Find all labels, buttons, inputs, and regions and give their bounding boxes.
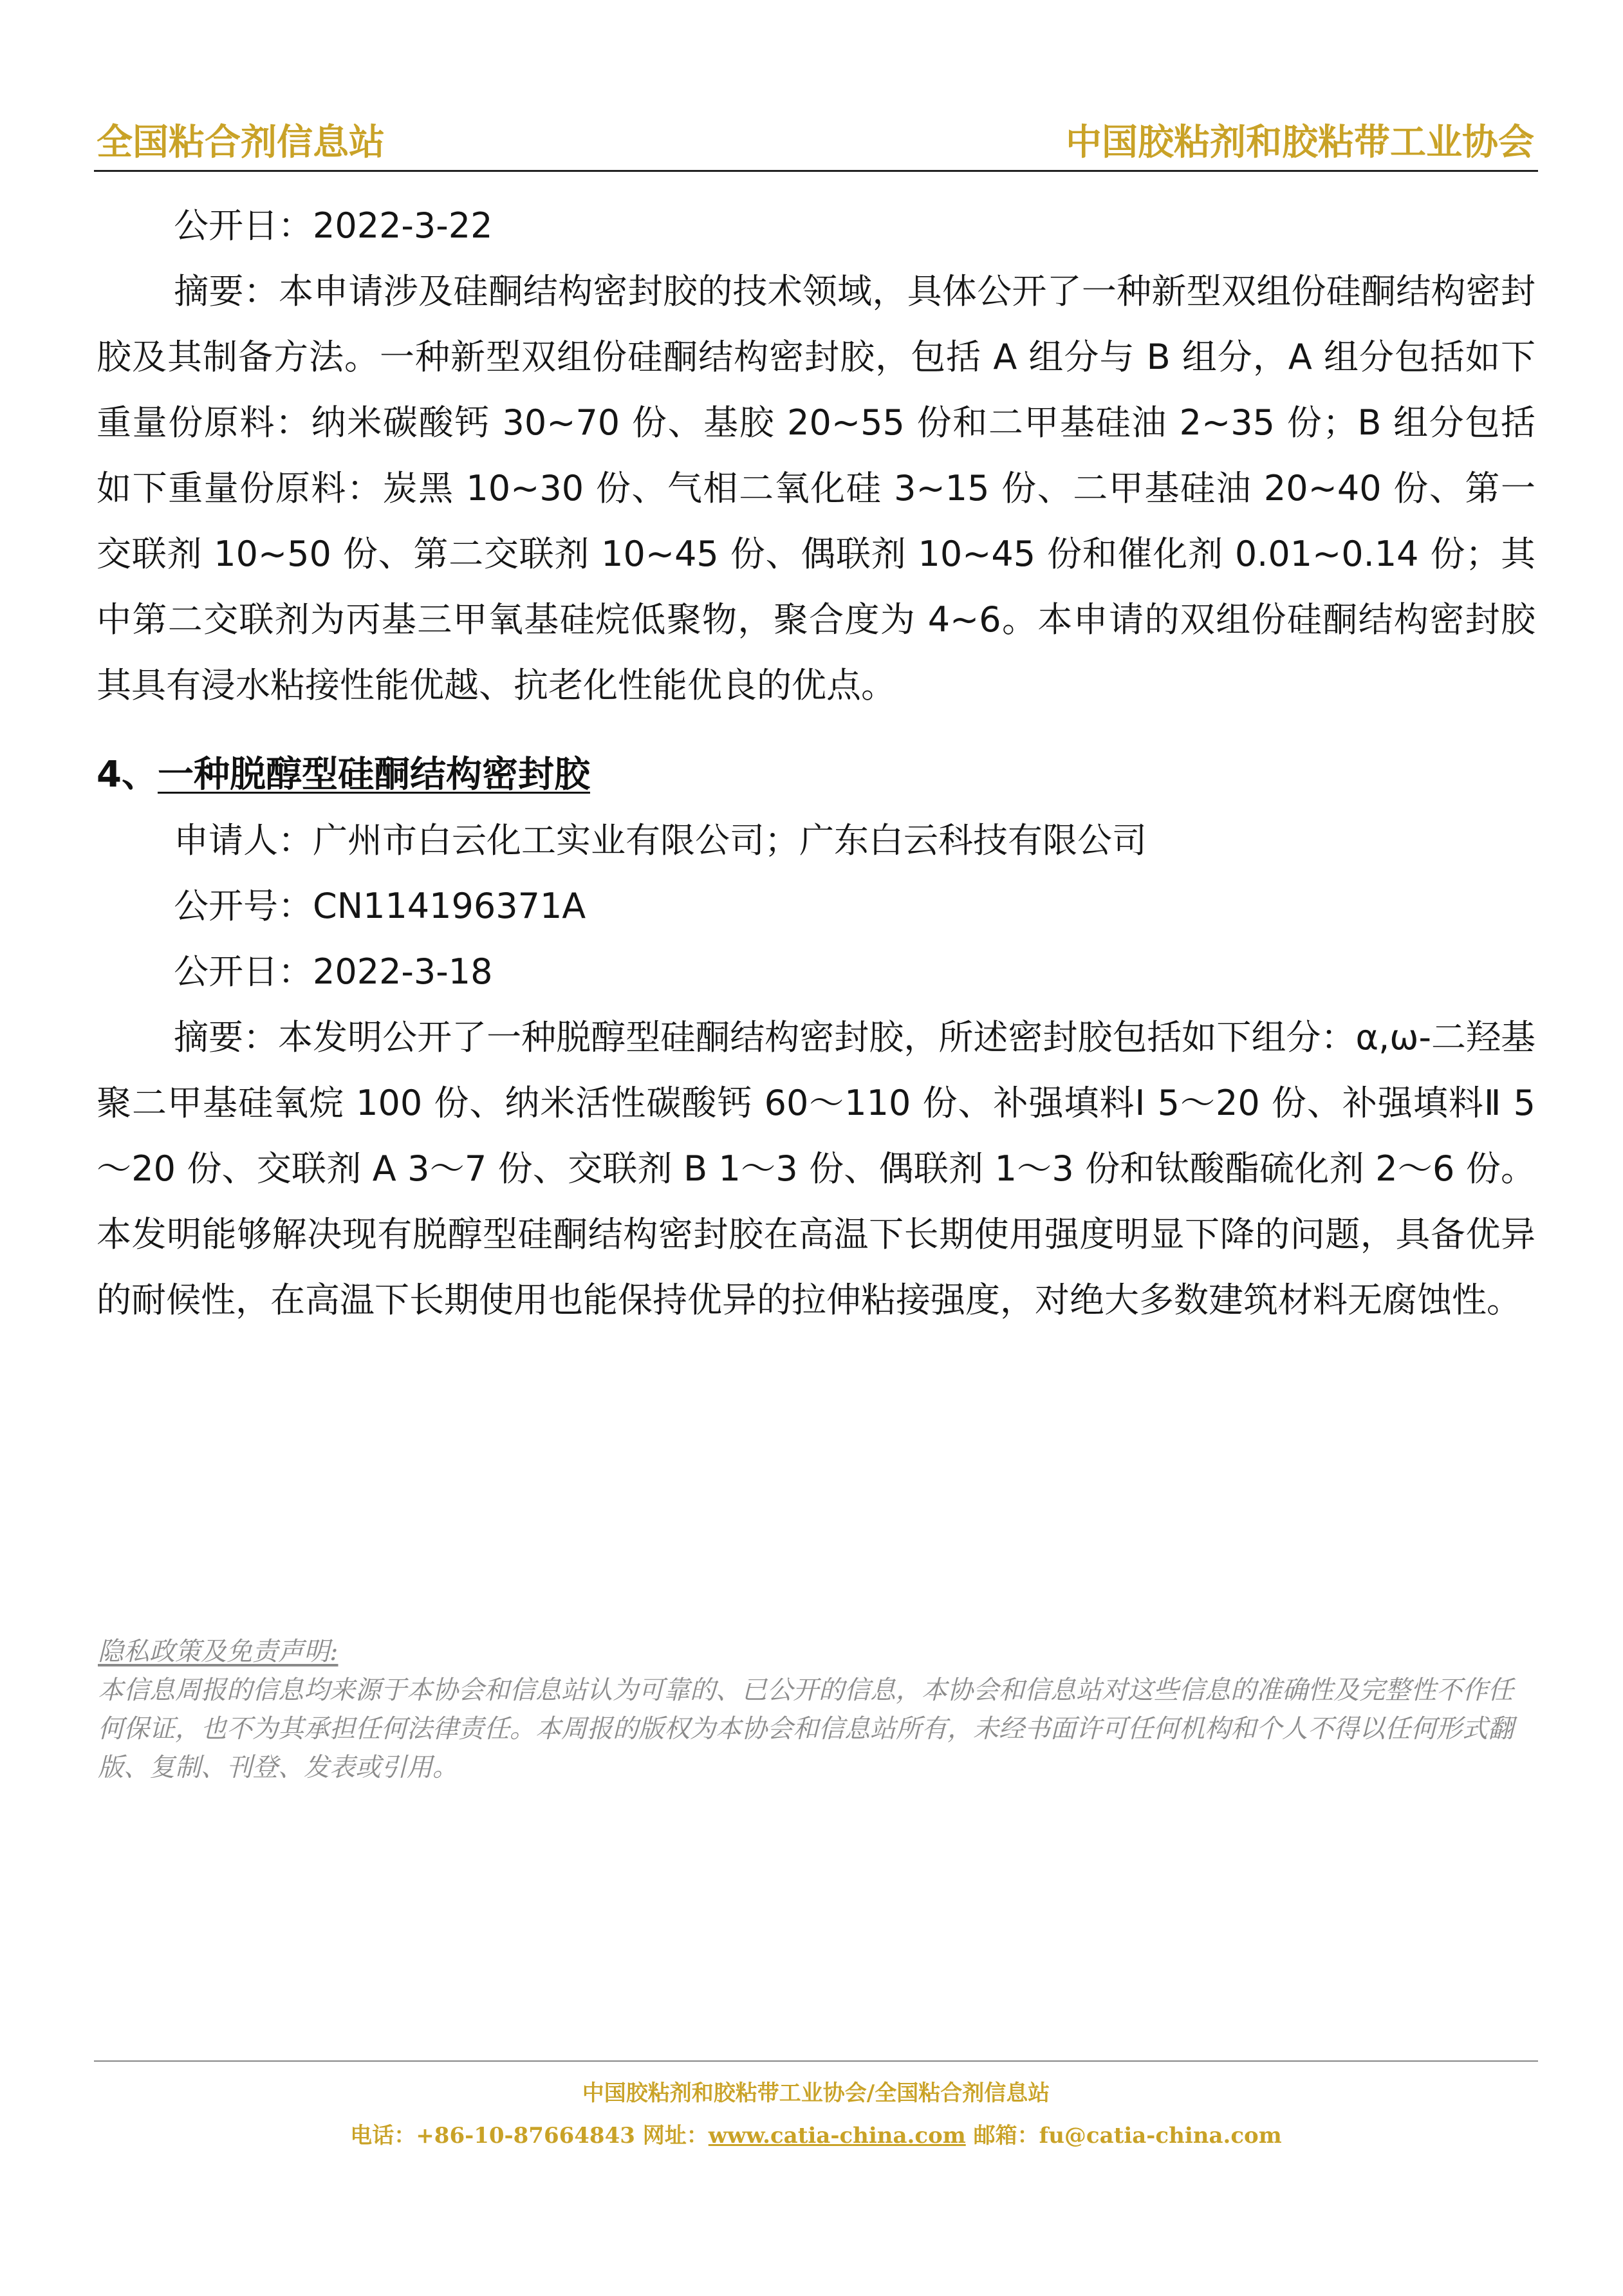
- item4-title: 一种脱醇型硅酮结构密封胶: [157, 754, 590, 796]
- item3-publish-date: [97, 193, 1535, 259]
- footer-website-link[interactable]: www.catia-china.com: [708, 2123, 966, 2149]
- footer-email: 邮箱：fu@catia-china.com: [965, 2123, 1282, 2149]
- header-right-title: 中国胶粘剂和胶粘带工业协会: [1066, 122, 1534, 163]
- item4-publication-no-text: 公开号：CN114196371A: [174, 886, 586, 926]
- footer-phone: 电话：+86-10-87664843 网址：: [350, 2123, 709, 2149]
- disclaimer-body: 本信息周报的信息均来源于本协会和信息站认为可靠的、已公开的信息，本协会和信息站对这些信息的准确性及完整性不作任何保证，也不为其承担任何法律责任。本周报的版权为本协会和信息站所有，未经书面许可任何机构和个人不得以任何形式翻版、复制、刊登、发表或引用。: [98, 1675, 1514, 1782]
- footer-contact: [94, 2118, 1538, 2154]
- item4-publish-date-text: 公开日：2022-3-18: [174, 951, 493, 992]
- item3-abstract: [97, 259, 1535, 718]
- item4-number: 4、: [97, 754, 158, 796]
- item4-publish-date: [97, 939, 1535, 1005]
- footer-org: 中国胶粘剂和胶粘带工业协会/全国粘合剂信息站: [582, 2080, 1050, 2106]
- item3-publish-date-text: 公开日：2022-3-22: [174, 205, 493, 246]
- page-header: [94, 116, 1538, 172]
- disclaimer-heading: 隐私政策及免责声明:: [98, 1637, 339, 1666]
- item3-abstract-text: 摘要：本申请涉及硅酮结构密封胶的技术领域，具体公开了一种新型双组份硅酮结构密封胶及其制备方法。一种新型双组份硅酮结构密封胶，包括 A 组分与 B 组分，A 组分包括如下重量份原料：纳米碳酸钙 30~70 份、基胶 20~55 份和二甲基硅油 2~35 份；B 组分包括如下重量份原料：炭黑 10~30 份、气相二氧化硅 3~15 份、二甲基硅油 20~40 份、第一交联剂 10~50 份、第二交联剂 10~45 份、偶联剂 10~45 份和催化剂 0.01~0.14 份；其中第二交联剂为丙基三甲氧基硅烷低聚物，聚合度为 4~6。本申请的双组份硅酮结构密封胶其具有浸水粘接性能优越、抗老化性能优良的优点。: [97, 271, 1535, 705]
- footer-divider: [94, 2060, 1538, 2062]
- disclaimer: [98, 1632, 1537, 1787]
- item4-heading: [97, 748, 590, 802]
- header-left-title: 全国粘合剂信息站: [97, 122, 385, 163]
- item4-applicant: [97, 808, 1535, 873]
- item4-abstract-text: 摘要：本发明公开了一种脱醇型硅酮结构密封胶，所述密封胶包括如下组分：α,ω-二羟基聚二甲基硅氧烷 100 份、纳米活性碳酸钙 60～110 份、补强填料Ⅰ 5～20 份、补强填料Ⅱ 5～20 份、交联剂 A 3～7 份、交联剂 B 1～3 份、偶联剂 1～3 份和钛酸酯硫化剂 2～6 份。本发明能够解决现有脱醇型硅酮结构密封胶在高温下长期使用强度明显下降的问题，具备优异的耐候性，在高温下长期使用也能保持优异的拉伸粘接强度，对绝大多数建筑材料无腐蚀性。: [97, 1017, 1535, 1320]
- item4-abstract: [97, 1005, 1535, 1333]
- item4-applicant-text: 申请人：广州市白云化工实业有限公司；广东白云科技有限公司: [174, 820, 1147, 861]
- item4-publication-no: [97, 873, 1535, 939]
